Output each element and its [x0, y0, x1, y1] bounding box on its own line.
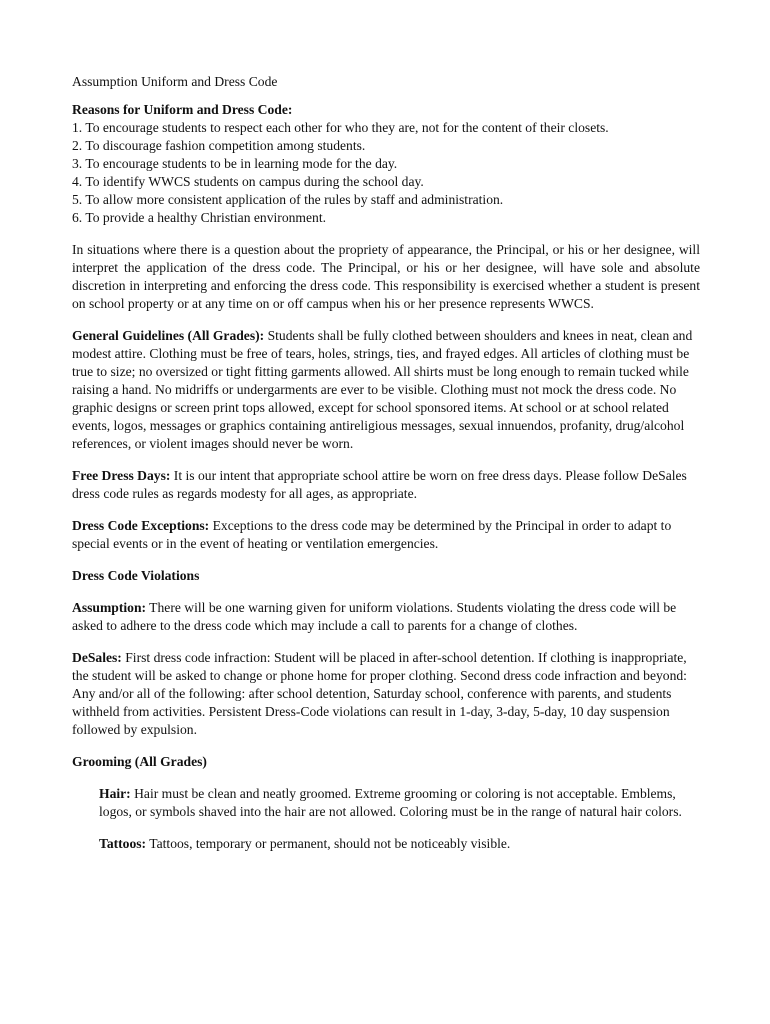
free-dress-label: Free Dress Days:: [72, 468, 171, 483]
reason-item: 3. To encourage students to be in learning mode for the day.: [72, 156, 398, 171]
general-guidelines-label: General Guidelines (All Grades):: [72, 328, 265, 343]
assumption-label: Assumption:: [72, 600, 147, 615]
grooming-heading: Grooming (All Grades): [72, 754, 207, 769]
tattoos-text: Tattoos, temporary or permanent, should not be noticeably visible.: [146, 836, 511, 851]
exceptions-paragraph: [72, 517, 700, 553]
hair-label: Hair:: [99, 786, 131, 801]
exceptions-text: Exceptions to the dress code may be determined by the Principal in order to adapt to special events or in the event of heating or ventilation emergencies.: [72, 518, 672, 551]
reason-item: 2. To discourage fashion competition among students.: [72, 138, 366, 153]
desales-label: DeSales:: [72, 650, 122, 665]
tattoos-label: Tattoos:: [99, 836, 147, 851]
desales-text: First dress code infraction: Student will be placed in after-school detention. If clothing is inappropriate, the student will be asked to change or phone home for proper clothing. Second dress code infraction and beyond: Any and/or all of the following: after school detention, Saturday school, conference with parents, and students withheld from activities. Persistent Dress-Code violations can result in 1-day, 3-day, 5-day, 10 day suspension followed by expulsion.: [72, 650, 687, 737]
document-page: [72, 73, 700, 867]
reasons-heading: Reasons for Uniform and Dress Code:: [72, 102, 293, 117]
reasons-section: [72, 101, 700, 227]
assumption-paragraph: [72, 599, 700, 635]
exceptions-label: Dress Code Exceptions:: [72, 518, 210, 533]
free-dress-text: It is our intent that appropriate school attire be worn on free dress days. Please follow DeSales dress code rules as regards modesty for all ages, as appropriate.: [72, 468, 687, 501]
desales-paragraph: [72, 649, 700, 739]
reason-item: 5. To allow more consistent application of the rules by staff and administration.: [72, 192, 504, 207]
general-guidelines-paragraph: [72, 327, 700, 453]
reason-item: 4. To identify WWCS students on campus during the school day.: [72, 174, 424, 189]
reasons-list: [72, 119, 700, 227]
interpretation-paragraph: In situations where there is a question about the propriety of appearance, the Principal, or his or her designee, will interpret the application of the dress code. The Principal, or his or her designee, will have sole and absolute discretion in interpreting and enforcing the dress code. This responsibility is exercised whether a student is present on school property or at any time on or off campus when his or her presence represents WWCS.: [72, 242, 700, 311]
assumption-text: There will be one warning given for uniform violations. Students violating the dress code will be asked to adhere to the dress code which may include a call to parents for a change of clothes.: [72, 600, 677, 633]
document-title: Assumption Uniform and Dress Code: [72, 74, 278, 89]
violations-heading: Dress Code Violations: [72, 568, 200, 583]
hair-paragraph: [99, 785, 700, 821]
free-dress-paragraph: [72, 467, 700, 503]
reason-item: 6. To provide a healthy Christian environment.: [72, 210, 327, 225]
reason-item: 1. To encourage students to respect each other for who they are, not for the content of their closets.: [72, 120, 609, 135]
general-guidelines-text: Students shall be fully clothed between shoulders and knees in neat, clean and modest attire. Clothing must be free of tears, holes, strings, ties, and frayed edges. All articles of clothing must be true to size; no oversized or tight fitting garments allowed. All shirts must be long enough to remain tucked while raising a hand. No midriffs or undergarments are ever to be visible. Clothing must not mock the dress code. No graphic designs or screen print tops allowed, except for school sponsored items. At school or at school related events, logos, messages or graphics containing antireligious messages, sexual innuendos, profanity, drug/alcohol references, or violent images should never be worn.: [72, 328, 693, 451]
tattoos-paragraph: [99, 835, 700, 853]
hair-text: Hair must be clean and neatly groomed. Extreme grooming or coloring is not acceptable. Emblems, logos, or symbols shaved into the hair are not allowed. Coloring must be in the range of natural hair colors.: [99, 786, 682, 819]
